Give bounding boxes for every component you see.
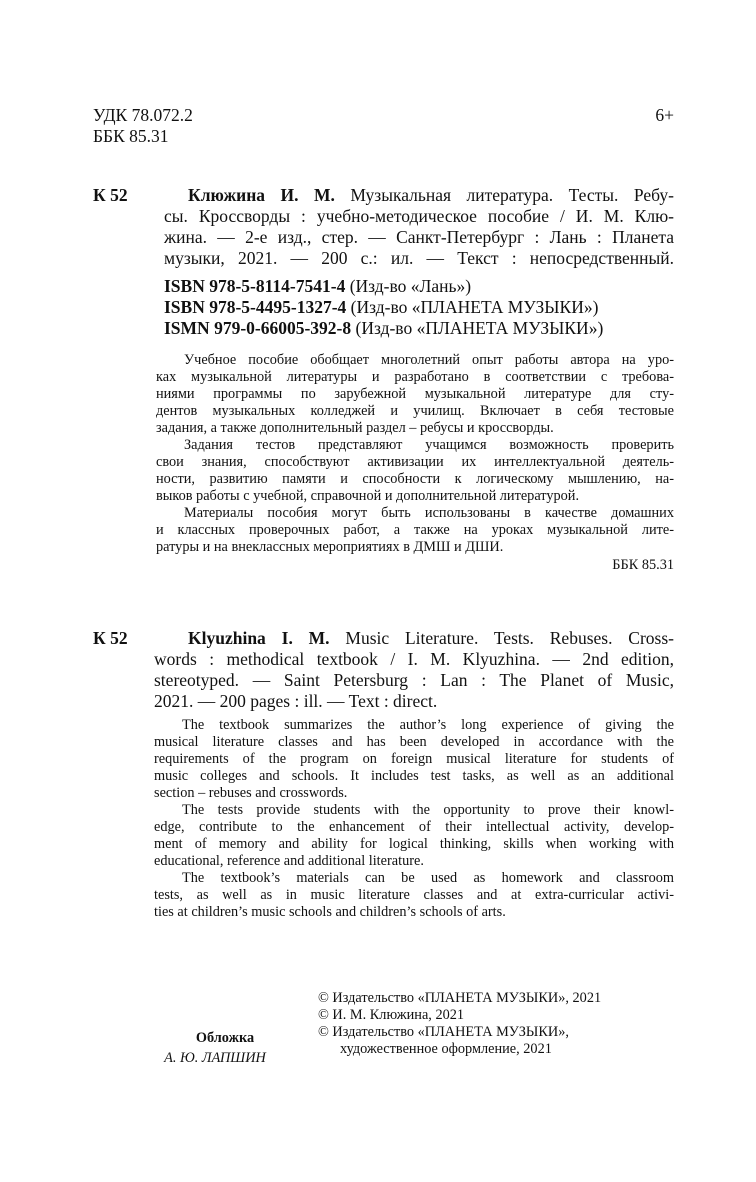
isbn-list <box>164 276 684 339</box>
age-rating: 6+ <box>655 105 674 125</box>
cover-designer: А. Ю. ЛАПШИН <box>164 1050 266 1066</box>
copyright-block <box>318 990 678 1058</box>
ru-author-code: К 52 <box>93 185 128 205</box>
en-abstract <box>154 717 674 921</box>
copyright-line: © Издательство «ПЛАНЕТА МУЗЫКИ», <box>318 1024 569 1040</box>
bbk-code: ББК 85.31 <box>93 126 169 146</box>
isbn-line: ISBN 978-5-8114-7541-4 (Изд-во «Лань») <box>164 276 472 296</box>
en-abstract-paragraph: The tests provide students with the opportunity to prove their knowl- edge, contribute to the enhancement of their intellectual activity, develop- ment of memory and ability for logical thinking, skills when working with educational, reference and additional literature. <box>154 802 674 869</box>
cover-label: Обложка <box>195 1030 255 1046</box>
udk-code: УДК 78.072.2 <box>93 105 193 125</box>
en-author-code: К 52 <box>93 628 128 648</box>
ru-abstract-paragraph: Задания тестов представляют учащимся возможность проверить свои знания, способствуют активизации их интеллектуальной деятель- ности, развитию памяти и способности к логическому мышлению, на- выков работы с учебной, справочной и дополнительной литературой. <box>156 437 674 504</box>
ismn-line: ISMN 979-0-66005-392-8 (Изд-во «ПЛАНЕТА МУЗЫКИ») <box>164 318 604 338</box>
isbn-line: ISBN 978-5-4495-1327-4 (Изд-во «ПЛАНЕТА МУЗЫКИ») <box>164 297 599 317</box>
ru-author: Клюжина И. М. <box>188 185 335 205</box>
copyright-line: © И. М. Клюжина, 2021 <box>318 1007 465 1023</box>
en-bibliographic-record: Klyuzhina I. M. Music Literature. Tests. Rebuses. Cross- words : methodical textbook / I. M. Klyuzhina. — 2nd edition, stereotyped. — Saint Petersburg : Lan : The Planet of Music, 2021. — 200 pages : ill. — Text : direct. <box>154 628 674 711</box>
en-author: Klyuzhina I. M. <box>188 628 330 648</box>
ru-abstract <box>156 352 674 556</box>
en-abstract-paragraph: The textbook summarizes the author’s long experience of giving the musical literature classes and has been developed in accordance with the requirements of the program on foreign musical literature for students of music colleges and schools. It includes test tasks, as well as an additional section – rebuses and crosswords. <box>154 717 674 801</box>
ru-abstract-paragraph: Учебное пособие обобщает многолетний опыт работы автора на уро- ках музыкальной литературы и разработано в соответствии с требова- ниями программы по зарубежной музыкальной литературе для сту- дентов музыкальных колледжей и училищ. Включает в себя тестовые задания, а также дополнительный раздел – ребусы и кроссворды. <box>156 352 674 436</box>
copyright-line: © Издательство «ПЛАНЕТА МУЗЫКИ», 2021 <box>318 990 602 1006</box>
bbk-right: ББК 85.31 <box>612 557 674 573</box>
ru-abstract-paragraph: Материалы пособия могут быть использованы в качестве домашних и классных проверочных работ, а также на уроках музыкальной лите- ратуры и на внеклассных мероприятиях в ДМШ и ДШИ. <box>156 505 674 555</box>
copyright-line: художественное оформление, 2021 <box>340 1041 552 1057</box>
en-abstract-paragraph: The textbook’s materials can be used as homework and classroom tests, as well as in music literature classes and at extra-curricular activi- ties at children’s music schools and children’s schools of arts. <box>154 870 674 920</box>
ru-bibliographic-record: Клюжина И. М. Музыкальная литература. Тесты. Ребу- сы. Кроссворды : учебно-методическое пособие / И. М. Клю- жина. — 2-е изд., стер. — Санкт-Петербург : Лань : Планета музыки, 2021. — 200 с.: ил. — Текст : непосредственный. <box>164 185 674 268</box>
